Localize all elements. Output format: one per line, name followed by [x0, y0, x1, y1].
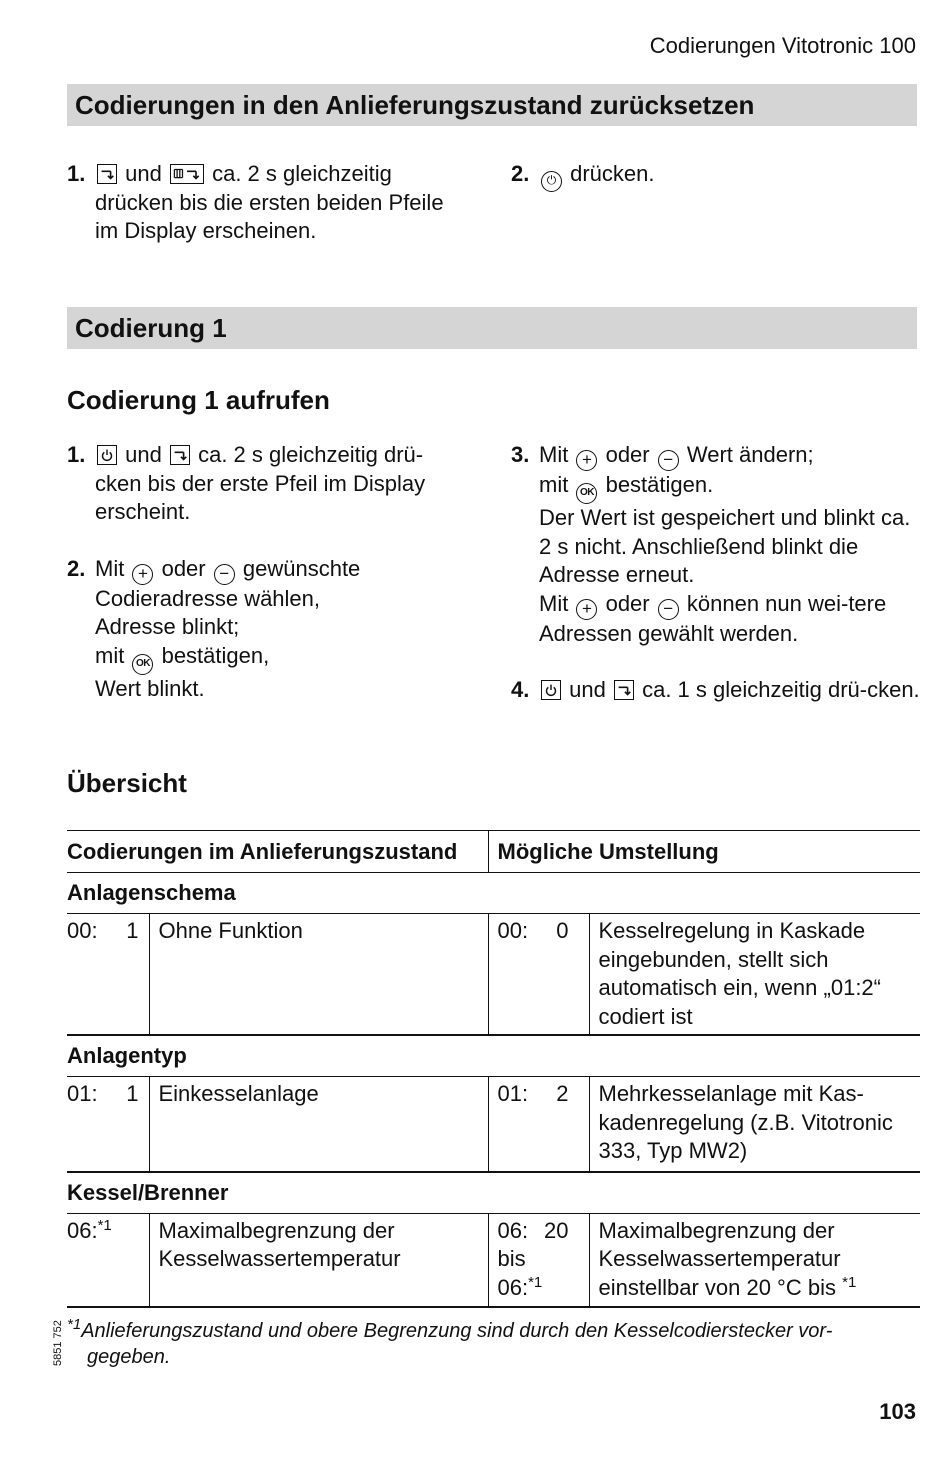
coding1-step-1: [67, 441, 467, 527]
mit-text: Mit: [539, 590, 569, 616]
code-value: 0: [556, 918, 569, 943]
mit-text: Mit: [95, 555, 125, 581]
code-address: 06:: [67, 1217, 98, 1243]
step-text: Wert ändern;: [686, 442, 814, 467]
step-text: drücken.: [570, 161, 655, 186]
plug-key-icon: ⏻: [541, 171, 562, 192]
group-header-row: [67, 873, 920, 914]
plus-key-icon: +: [576, 599, 597, 620]
footnote-text-continued: gegeben.: [87, 1346, 171, 1368]
section-band-coding1: [67, 307, 917, 349]
desc-cell: Einkesselanlage: [149, 1077, 488, 1172]
running-header: Codierungen Vitotronic 100: [649, 33, 916, 58]
alt-code-cell: [488, 914, 589, 1036]
ok-key-icon: OK: [132, 654, 153, 675]
group-header-row: [67, 1172, 920, 1214]
code-value: 1: [126, 918, 139, 943]
overview-title: Übersicht: [67, 768, 187, 798]
code-address: 01:: [67, 1081, 98, 1106]
step-text: können nun wei-tere Adressen gewählt werden.: [539, 590, 887, 646]
coding1-step-4: [511, 676, 921, 705]
desc-cell: Ohne Funktion: [149, 914, 488, 1036]
and-text: und: [125, 161, 162, 186]
step-text: Der Wert ist gespeichert und blinkt ca. 2 s nicht. Anschließend blinkt die Adresse erneut.: [539, 505, 911, 587]
coding-overview-table: [67, 830, 920, 1308]
step-number: 2.: [67, 555, 86, 581]
group-header-row: [67, 1035, 920, 1077]
coding1-step-2: [67, 555, 467, 704]
desc-cell: Maximalbegrenzung der Kesselwassertemperatur: [149, 1213, 488, 1307]
alt-desc-cell: Kesselregelung in Kaskade eingebunden, stellt sich automatisch ein, wenn „01:2“ codiert ist: [589, 914, 920, 1036]
mit-text: Mit: [539, 442, 569, 467]
group-label: Anlagentyp: [67, 1035, 920, 1077]
hot-water-key-icon: [170, 445, 190, 465]
code-cell: [67, 1077, 149, 1172]
code-value: 20: [544, 1217, 569, 1243]
alt-code-cell: [488, 1077, 589, 1172]
minus-key-icon: −: [214, 564, 235, 585]
col-header-delivery: Codierungen im Anlieferungszustand: [67, 831, 488, 873]
step-text: ca. 2 s gleichzeitig drü-cken bis der erste Pfeil im Display erscheint.: [95, 442, 426, 524]
plus-key-icon: +: [576, 450, 597, 471]
table-row: [67, 1213, 920, 1307]
table-row: [67, 914, 920, 1036]
hot-water-key-icon: [614, 680, 634, 700]
footnote-text: Anlieferungszustand und obere Begrenzung sind durch den Kesselcodierstecker vor-: [81, 1320, 833, 1342]
code-address: 00:: [497, 918, 529, 943]
range-word: bis: [497, 1246, 526, 1271]
step-text: Adresse blinkt;: [95, 614, 240, 639]
and-text: und: [125, 442, 162, 467]
step-number: 2.: [511, 161, 530, 186]
alt-desc-cell: [589, 1213, 920, 1307]
coding1-col-left: [67, 441, 467, 703]
code-address: 00:: [67, 918, 98, 943]
step-text: bestätigen,: [161, 642, 270, 668]
power-key-icon: [541, 680, 561, 700]
oder-text: oder: [605, 442, 650, 467]
footnote: [67, 1318, 917, 1370]
step-text: bestätigen.: [605, 472, 714, 497]
footnote-marker: *1: [97, 1216, 112, 1234]
plus-key-icon: +: [132, 564, 153, 585]
mit-text: mit: [539, 472, 569, 497]
footnote-marker: *1: [842, 1273, 857, 1291]
reset-col-left: [67, 160, 457, 246]
hot-water-key-icon: [97, 164, 117, 184]
code-address: 06:: [497, 1217, 529, 1243]
code-value: 1: [126, 1081, 139, 1106]
group-label: Kessel/Brenner: [67, 1172, 920, 1214]
heating-water-key-icon: [170, 164, 204, 184]
step-number: 3.: [511, 442, 530, 467]
step-number: 4.: [511, 677, 530, 702]
minus-key-icon: −: [658, 599, 679, 620]
step-text: ca. 2 s gleichzeitig drücken bis die ersten beiden Pfeile im Display erscheinen.: [95, 161, 444, 243]
section-band-reset: [67, 84, 917, 126]
step-number: 1.: [67, 161, 86, 186]
code-value: 2: [556, 1081, 569, 1106]
alt-code-cell: [488, 1213, 589, 1307]
step-text: ca. 1 s gleichzeitig drü-cken.: [642, 677, 920, 702]
section-title-reset: Codierungen in den Anlieferungszustand zurücksetzen: [75, 90, 755, 120]
coding1-col-right: [511, 441, 921, 705]
step-text: Wert blinkt.: [95, 675, 205, 701]
code-cell: [67, 914, 149, 1036]
page-number: 103: [879, 1399, 916, 1424]
document-number: 5851 752: [52, 1320, 64, 1366]
alt-desc-cell: Mehrkesselanlage mit Kas-kadenregelung (z.B. Vitotronic 333, Typ MW2): [589, 1077, 920, 1172]
alt-desc-text: Maximalbegrenzung der Kesselwassertemperatur einstellbar von 20 °C bis: [598, 1217, 841, 1300]
reset-step-2: [511, 160, 911, 192]
table-row: [67, 1077, 920, 1172]
reset-col-right: [511, 160, 911, 192]
mit-text: mit: [95, 642, 125, 668]
footnote-marker: *1: [67, 1316, 82, 1333]
code-cell: [67, 1213, 149, 1307]
group-label: Anlagenschema: [67, 873, 920, 914]
step-number: 1.: [67, 442, 86, 467]
section-title-coding1: Codierung 1: [75, 313, 227, 343]
reset-step-1: [67, 160, 457, 246]
code-address: 01:: [497, 1081, 529, 1106]
subsection-title-call-coding1: Codierung 1 aufrufen: [67, 385, 330, 415]
power-key-icon: [97, 445, 117, 465]
ok-key-icon: OK: [576, 483, 597, 504]
col-header-possible: Mögliche Umstellung: [488, 831, 920, 873]
footnote-marker: *1: [528, 1273, 543, 1291]
code-address: 06:: [497, 1274, 529, 1300]
and-text: und: [569, 677, 606, 702]
step-text: gewünschte Codieradresse wählen,: [95, 555, 361, 611]
oder-text: oder: [161, 555, 206, 581]
oder-text: oder: [605, 590, 650, 616]
minus-key-icon: −: [658, 450, 679, 471]
table-header-row: [67, 831, 920, 873]
coding1-step-3: [511, 441, 921, 648]
